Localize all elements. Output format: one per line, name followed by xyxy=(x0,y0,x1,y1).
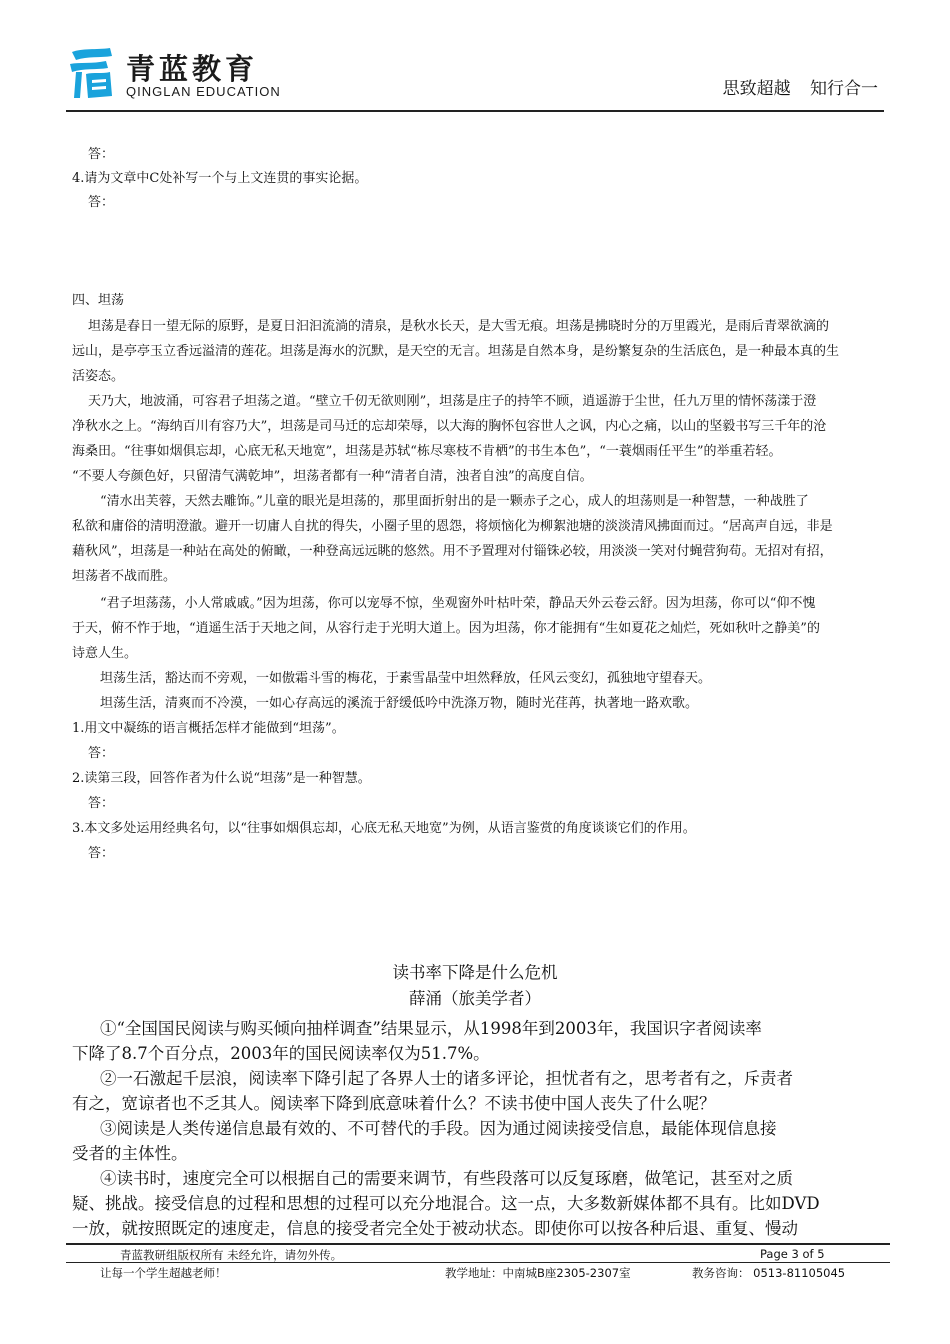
header-slogan: 思致超越 知行合一 xyxy=(722,79,878,99)
text-line: 一放，就按照既定的速度走，信息的接受者完全处于被动状态。即使你可以按各种后退、重复、慢动 xyxy=(72,1219,798,1238)
text-line: ④读书时，速度完全可以根据自己的需要来调节，有些段落可以反复琢磨，做笔记，甚至对之质 xyxy=(100,1169,793,1188)
text-line: 疑、挑战。接受信息的过程和思想的过程可以充分地混合。这一点，大多数新媒体都不具有。比如DVD xyxy=(72,1194,820,1213)
text-line: 答： xyxy=(88,846,115,861)
text-line: ①“全国国民阅读与购买倾向抽样调查”结果显示，从1998年到2003年，我国识字者阅读率 xyxy=(100,1019,762,1038)
text-line: “清水出芙蓉，天然去雕饰。”儿童的眼光是坦荡的，那里面折射出的是一颗赤子之心，成人的坦荡则是一种智慧，一种战胜了 xyxy=(100,494,809,509)
text-line: 远山，是亭亭玉立香远溢清的莲花。坦荡是海水的沉默，是天空的无言。坦荡是自然本身，是纷繁复杂的生活底色，是一种最本真的生 xyxy=(72,344,840,359)
text-line: 净秋水之上。“海纳百川有容乃大”，坦荡是司马迁的忘却荣辱，以大海的胸怀包容世人之讽，内心之痛，以山的坚毅书写三千年的沧 xyxy=(72,419,827,434)
footer-motto: 让每一个学生超越老师！ xyxy=(100,1266,227,1280)
footer-divider-middle xyxy=(66,1262,890,1263)
footer-divider-top xyxy=(66,1243,890,1245)
text-line: 藉秋风”，坦荡是一种站在高处的俯瞰，一种登高远远眺的悠然。用不予置理对付锱铢必较，用淡淡一笑对付蝇营狗苟。无招对有招， xyxy=(72,544,833,559)
footer-page-number: Page 3 of 5 xyxy=(760,1247,825,1261)
text-line: 1.用文中凝练的语言概括怎样才能做到“坦荡”。 xyxy=(72,721,345,736)
text-line: “不要人夸颜色好，只留清气满乾坤”，坦荡者都有一种“清者自清，浊者自浊”的高度自信。 xyxy=(72,469,593,484)
text-line: 受者的主体性。 xyxy=(72,1144,188,1163)
text-line: 四、坦荡 xyxy=(72,293,125,308)
text-line: 坦荡生活，清爽而不冷漠，一如心存高远的溪流于舒缓低吟中洗涤万物，随时光荏苒，执著地一路欢歌。 xyxy=(100,696,699,711)
text-line: ③阅读是人类传递信息最有效的、不可替代的手段。因为通过阅读接受信息，最能体现信息接 xyxy=(100,1119,777,1138)
text-line: ②一石激起千层浪，阅读率下降引起了各界人士的诸多评论，担忧者有之，思考者有之，斥责者 xyxy=(100,1069,793,1088)
footer-address: 教学地址：中南城B座2305-2307室 xyxy=(445,1266,631,1280)
logo-text-cn: 青蓝教育 xyxy=(126,52,259,86)
text-line: 坦荡生活，豁达而不旁观，一如傲霜斗雪的梅花，于素雪晶莹中坦然释放，任风云变幻，孤独地守望春天。 xyxy=(100,671,712,686)
footer-copyright: 青蓝教研组版权所有 未经允许，请勿外传。 xyxy=(120,1248,343,1262)
text-line: 诗意人生。 xyxy=(72,646,138,661)
text-line: 海桑田。“往事如烟俱忘却，心底无私天地宽”，坦荡是苏轼“栋尽寒枝不肯栖”的书生本色”，“一蓑烟雨任平生”的举重若轻。 xyxy=(72,444,782,459)
text-line: 有之，宽谅者也不乏其人。阅读率下降到底意味着什么？不读书使中国人丧失了什么呢？ xyxy=(72,1094,716,1113)
text-line: 下降了8.7个百分点，2003年的国民阅读率仅为51.7%。 xyxy=(72,1044,490,1063)
text-line: 坦荡是春日一望无际的原野，是夏日汩汩流淌的清泉，是秋水长天，是大雪无痕。坦荡是拂晓时分的万里霞光，是雨后青翠欲滴的 xyxy=(88,319,830,334)
text-line: 答： xyxy=(88,195,115,210)
logo-text-en: QINGLAN EDUCATION xyxy=(126,84,281,99)
text-line: 坦荡者不战而胜。 xyxy=(72,569,177,584)
text-line: 答： xyxy=(88,746,115,761)
text-line: 活姿态。 xyxy=(72,369,125,384)
text-line: 私欲和庸俗的清明澄澈。避开一切庸人自扰的得失，小圈子里的恩怨，将烦恼化为柳絮池塘的淡淡清风拂面而过。“居高声自远，非是 xyxy=(72,519,833,534)
header-divider xyxy=(66,110,884,112)
text-line: “君子坦荡荡，小人常戚戚。”因为坦荡，你可以宠辱不惊，坐观窗外叶枯叶荣，静品天外云卷云舒。因为坦荡，你可以“仰不愧 xyxy=(100,596,816,611)
qinglan-logo-icon xyxy=(66,46,116,100)
text-line: 天乃大，地波涌，可容君子坦荡之道。“壁立千仞无欲则刚”，坦荡是庄子的持竿不顾，逍遥游于尘世，任九万里的情怀荡漾于澄 xyxy=(88,394,817,409)
text-line: 答： xyxy=(88,796,115,811)
article-author: 薛涌（旅美学者） xyxy=(409,989,541,1008)
text-line: 4.请为文章中C处补写一个与上文连贯的事实论据。 xyxy=(72,171,368,186)
article-title: 读书率下降是什么危机 xyxy=(392,963,558,982)
text-line: 3.本文多处运用经典名句，以“往事如烟俱忘却，心底无私天地宽”为例，从语言鉴赏的角度谈谈它们的作用。 xyxy=(72,821,696,836)
footer-phone: 教务咨询： 0513-81105045 xyxy=(692,1266,846,1280)
text-line: 答： xyxy=(88,147,115,162)
text-line: 2.读第三段，回答作者为什么说“坦荡”是一种智慧。 xyxy=(72,771,371,786)
text-line: 于天，俯不怍于地，“逍遥生活于天地之间，从容行走于光明大道上。因为坦荡，你才能拥有“生如夏花之灿烂，死如秋叶之静美”的 xyxy=(72,621,820,636)
